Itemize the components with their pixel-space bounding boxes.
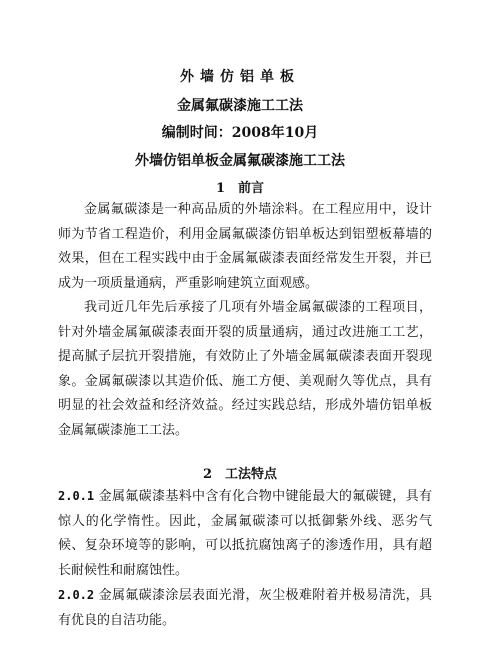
compile-date: 编制时间：2008年10月 <box>161 125 319 141</box>
feature-item-1 <box>58 484 432 583</box>
document-subtitle: 金属氟碳漆施工工法 <box>177 98 303 114</box>
section-heading-features: 2 工法特点 <box>202 467 278 482</box>
document-full-title: 外墙仿铝单板金属氟碳漆施工工法 <box>135 153 345 169</box>
feature-item-text: 金属氟碳漆基料中含有化合物中键能最大的氟碳键，具有惊人的化学惰性。因此，金属氟碳漆可以抵御紫外线、恶劣气候、复杂环境等的影响，可以抵抗腐蚀离子的渗透作用，具有超长耐候性和耐腐蚀性。 <box>58 489 432 578</box>
feature-item-number: 2.0.2 <box>58 588 95 602</box>
preface-paragraph-2: 我司近几年先后承接了几项有外墙金属氟碳漆的工程项目，针对外墙金属氟碳漆表面开裂的质量通病，通过改进施工工艺，提高腻子层抗开裂措施，有效防止了外墙金属氟碳漆表面开裂现象。金属氟碳漆以其造价低、施工方便、美观耐久等优点，具有明显的社会效益和经济效益。经过实践总结，形成外墙仿铝单板金属氟碳漆施工工法。 <box>58 300 432 438</box>
feature-item-number: 2.0.1 <box>58 489 95 503</box>
preface-paragraph-1: 金属氟碳漆是一种高品质的外墙涂料。在工程应用中，设计师为节省工程造价，利用金属氟碳漆仿铝单板达到铝塑板幕墙的效果，但在工程实践中由于金属氟碳漆表面经常发生开裂，并已成为一项质量通病，严重影响建筑立面观感。 <box>58 202 432 291</box>
feature-item-text: 金属氟碳漆涂层表面光滑，灰尘极难附着并极易清洗，具有优良的自洁功能。 <box>58 588 432 628</box>
feature-item-2 <box>58 583 432 633</box>
document-title: 外墙仿铝单板 <box>180 69 300 85</box>
section-heading-preface: 1 前言 <box>215 181 265 196</box>
